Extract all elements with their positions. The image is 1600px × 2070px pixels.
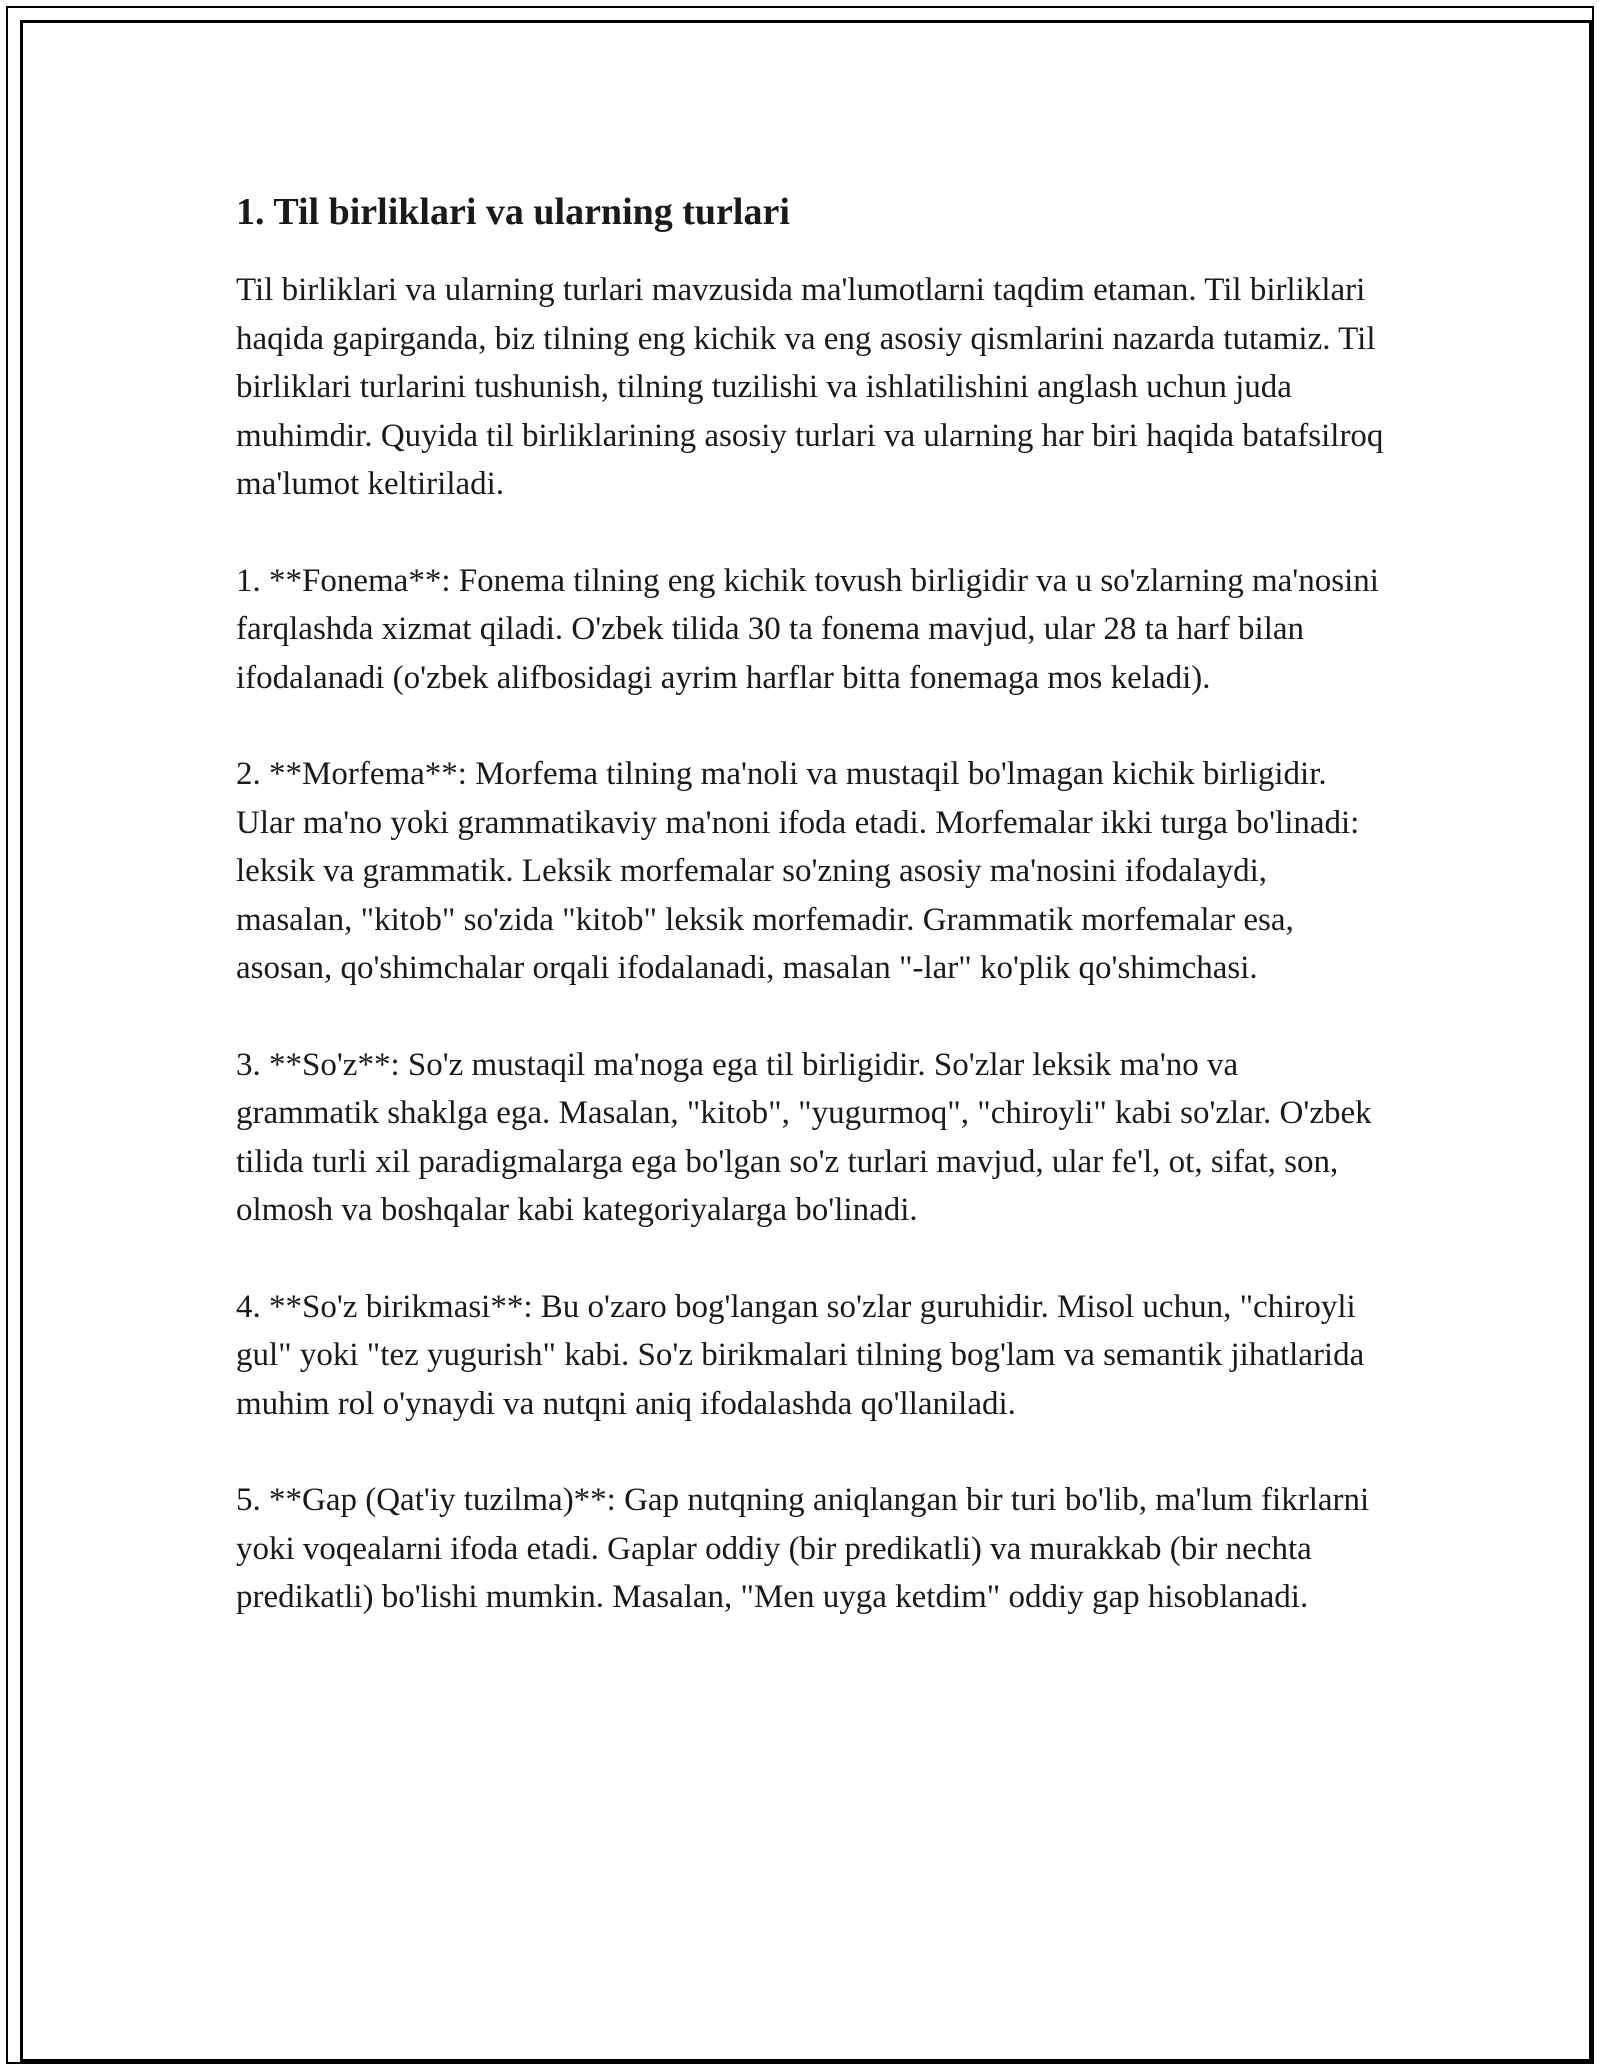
document-body xyxy=(236,186,1386,1670)
soz-paragraph: 3. **So'z**: So'z mustaqil ma'noga ega til birligidir. So'zlar leksik ma'no va grammatik shaklga ega. Masalan, "kitob", "yugurmoq", "chiroyli" kabi so'zlar. O'zbek tilida turli xil paradigmalarga ega bo'lgan so'z turlari mavjud, ular fe'l, ot, sifat, son, olmosh va boshqalar kabi kategoriyalarga bo'linadi. xyxy=(236,1046,1372,1228)
morfema-paragraph: 2. **Morfema**: Morfema tilning ma'noli va mustaqil bo'lmagan kichik birligidir. Ular ma'no yoki grammatikaviy ma'noni ifoda etadi. Morfemalar ikki turga bo'linadi: leksik va grammatik. Leksik morfemalar so'zning asosiy ma'nosini ifodalaydi, masalan, "kitob" so'zida "kitob" leksik morfemadir. Grammatik morfemalar esa, asosan, qo'shimchalar orqali ifodalanadi, masalan "-lar" ko'plik qo'shimchasi. xyxy=(236,756,1360,986)
fonema-paragraph: 1. **Fonema**: Fonema tilning eng kichik tovush birligidir va u so'zlarning ma'nosini farqlashda xizmat qiladi. O'zbek tilida 30 ta fonema mavjud, ular 28 ta harf bilan ifodalanadi (o'zbek alifbosidagi ayrim harflar bitta fonemaga mos keladi). xyxy=(236,562,1379,696)
intro-paragraph: Til birliklari va ularning turlari mavzusida ma'lumotlarni taqdim etaman. Til birliklari haqida gapirganda, biz tilning eng kichik va eng asosiy qismlarini nazarda tutamiz. Til birliklari turlarini tushunish, tilning tuzilishi va ishlatilishini anglash uchun juda muhimdir. Quyida til birliklarining asosiy turlari va ularning har biri haqida batafsilroq ma'lumot keltiriladi. xyxy=(236,272,1384,502)
soz-birikmasi-paragraph: 4. **So'z birikmasi**: Bu o'zaro bog'langan so'zlar guruhidir. Misol uchun, "chiroyli gul" yoki "tez yugurish" kabi. So'z birikmalari tilning bog'lam va semantik jihatlarida muhim rol o'ynaydi va nutqni aniq ifodalashda qo'llaniladi. xyxy=(236,1288,1365,1422)
gap-paragraph: 5. **Gap (Qat'iy tuzilma)**: Gap nutqning aniqlangan bir turi bo'lib, ma'lum fikrlarni yoki voqealarni ifoda etadi. Gaplar oddiy (bir predikatli) va murakkab (bir nechta predikatli) bo'lishi mumkin. Masalan, "Men uyga ketdim" oddiy gap hisoblanadi. xyxy=(236,1482,1370,1615)
document-title: 1. Til birliklari va ularning turlari xyxy=(236,191,790,233)
